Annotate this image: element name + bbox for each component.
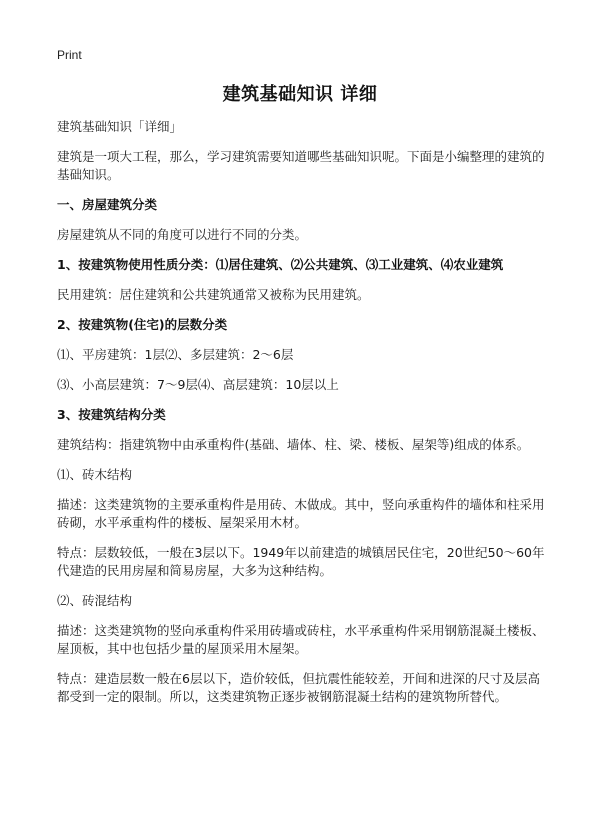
subheading-by-structure: 3、按建筑结构分类 bbox=[57, 407, 166, 422]
paragraph-floors-high: ⑶、小高层建筑：7～9层⑷、高层建筑：10层以上 bbox=[57, 377, 339, 392]
intro-subtitle: 建筑基础知识「详细」 bbox=[57, 119, 183, 134]
intro-paragraph: 建筑是一项大工程，那么，学习建筑需要知道哪些基础知识呢。下面是小编整理的建筑的基础知识。 bbox=[57, 149, 545, 182]
label-brick-concrete-structure: ⑵、砖混结构 bbox=[57, 593, 133, 608]
paragraph-structure-definition: 建筑结构：指建筑物中由承重构件(基础、墙体、柱、梁、楼板、屋架等)组成的体系。 bbox=[57, 437, 530, 452]
subheading-by-floors: 2、按建筑物(住宅)的层数分类 bbox=[57, 317, 228, 332]
print-link[interactable]: Print bbox=[57, 48, 82, 62]
paragraph-brick-wood-description: 描述：这类建筑物的主要承重构件是用砖、木做成。其中，竖向承重构件的墙体和柱采用砖砌，水平承重构件的楼板、屋架采用木材。 bbox=[57, 497, 545, 530]
page-title: 建筑基础知识 详细 bbox=[222, 84, 378, 105]
paragraph-brick-concrete-description: 描述：这类建筑物的竖向承重构件采用砖墙或砖柱，水平承重构件采用钢筋混凝土楼板、屋顶板，其中也包括少量的屋顶采用木屋架。 bbox=[57, 623, 545, 656]
paragraph-brick-concrete-features: 特点：建造层数一般在6层以下，造价较低，但抗震性能较差，开间和进深的尺寸及层高都受到一定的限制。所以，这类建筑物正逐步被钢筋混凝土结构的建筑物所替代。 bbox=[57, 671, 540, 704]
paragraph-brick-wood-features: 特点：层数较低，一般在3层以下。1949年以前建造的城镇居民住宅，20世纪50～60年代建造的民用房屋和简易房屋，大多为这种结构。 bbox=[57, 545, 545, 578]
section-heading-house-classification: 一、房屋建筑分类 bbox=[57, 197, 158, 212]
paragraph-civil-buildings: 民用建筑：居住建筑和公共建筑通常又被称为民用建筑。 bbox=[57, 287, 370, 302]
paragraph-floors-low: ⑴、平房建筑：1层⑵、多层建筑：2～6层 bbox=[57, 347, 294, 362]
document-body bbox=[57, 118, 547, 718]
label-brick-wood-structure: ⑴、砖木结构 bbox=[57, 467, 133, 482]
paragraph-classification-intro: 房屋建筑从不同的角度可以进行不同的分类。 bbox=[57, 227, 308, 242]
subheading-by-usage: 1、按建筑物使用性质分类：⑴居住建筑、⑵公共建筑、⑶工业建筑、⑷农业建筑 bbox=[57, 257, 504, 272]
